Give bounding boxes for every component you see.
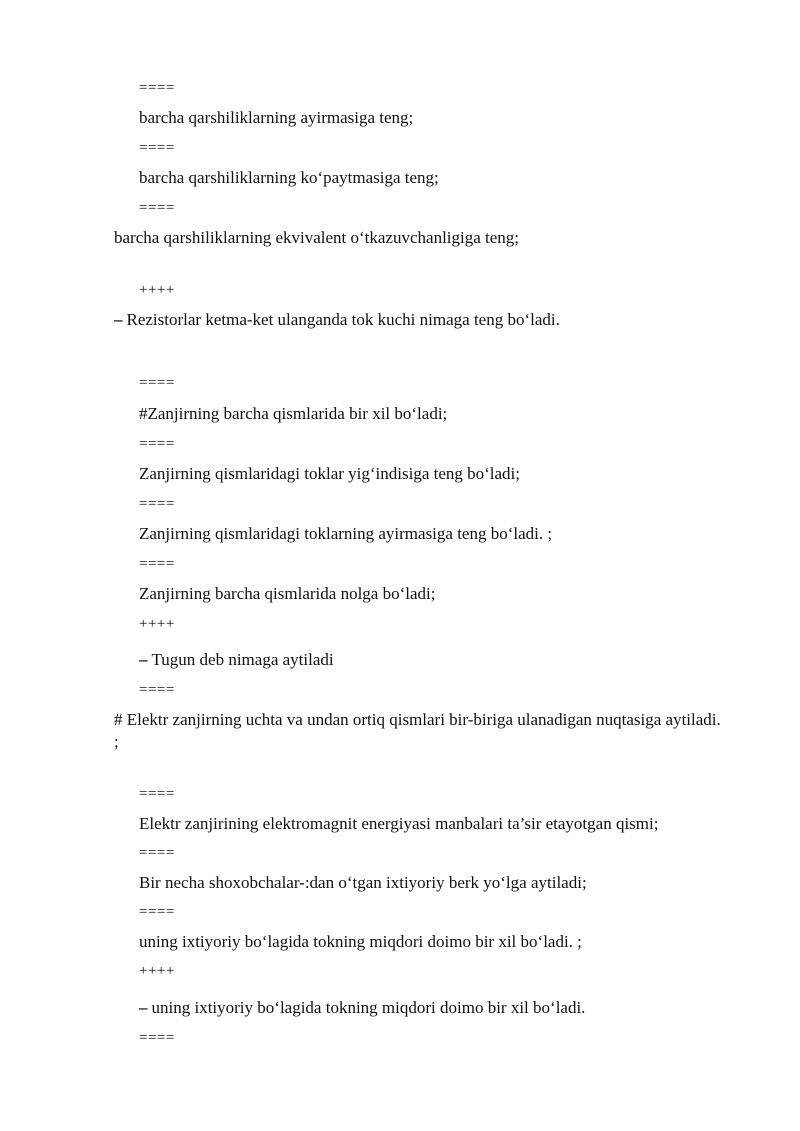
separator-equals: ==== (139, 436, 175, 452)
separator-equals: ==== (139, 682, 175, 698)
separator-equals: ==== (139, 496, 175, 512)
separator-plus: ++++ (139, 616, 175, 632)
question-text: Rezistorlar ketma-ket ulanganda tok kuchi nimaga teng bo‘ladi. (126, 310, 560, 329)
answer-option: barcha qarshiliklarning ekvivalent o‘tkazuvchanligiga teng; (114, 228, 520, 247)
question-dash: – (114, 310, 123, 329)
answer-option: barcha qarshiliklarning ayirmasiga teng; (139, 108, 414, 127)
answer-option: Zanjirning qismlaridagi toklarning ayirmasiga teng bo‘ladi. ; (139, 524, 553, 543)
answer-option-correct: # Elektr zanjirning uchta va undan ortiq qismlari bir-biriga ulanadigan nuqtasiga aytiladi. ; (114, 710, 721, 751)
answer-option: uning ixtiyoriy bo‘lagida tokning miqdori doimo bir xil bo‘ladi. ; (139, 932, 582, 951)
question (114, 310, 560, 330)
separator-plus: ++++ (139, 963, 175, 979)
answer-option: Elektr zanjirining elektromagnit energiyasi manbalari ta’sir etayotgan qismi; (139, 814, 659, 833)
separator-equals: ==== (139, 1030, 175, 1046)
answer-option: Bir necha shoxobchalar-:dan o‘tgan ixtiyoriy berk yo‘lga aytiladi; (139, 873, 587, 892)
separator-equals: ==== (139, 140, 175, 156)
answer-option: barcha qarshiliklarning ko‘paytmasiga teng; (139, 168, 439, 187)
answer-option-correct: #Zanjirning barcha qismlarida bir xil bo‘ladi; (139, 404, 448, 423)
question (139, 998, 585, 1018)
answer-option: Zanjirning barcha qismlarida nolga bo‘ladi; (139, 584, 436, 603)
separator-equals: ==== (139, 904, 175, 920)
separator-equals: ==== (139, 556, 175, 572)
separator-equals: ==== (139, 80, 175, 96)
question-dash: – (139, 650, 148, 669)
separator-equals: ==== (139, 845, 175, 861)
question-text: Tugun deb nimaga aytiladi (151, 650, 334, 669)
question-text: uning ixtiyoriy bo‘lagida tokning miqdori doimo bir xil bo‘ladi. (151, 998, 586, 1017)
separator-plus: ++++ (139, 282, 175, 298)
question-dash: – (139, 998, 148, 1017)
separator-equals: ==== (139, 786, 175, 802)
answer-option: Zanjirning qismlaridagi toklar yig‘indisiga teng bo‘ladi; (139, 464, 521, 483)
separator-equals: ==== (139, 375, 175, 391)
separator-equals: ==== (139, 200, 175, 216)
question (139, 650, 334, 670)
